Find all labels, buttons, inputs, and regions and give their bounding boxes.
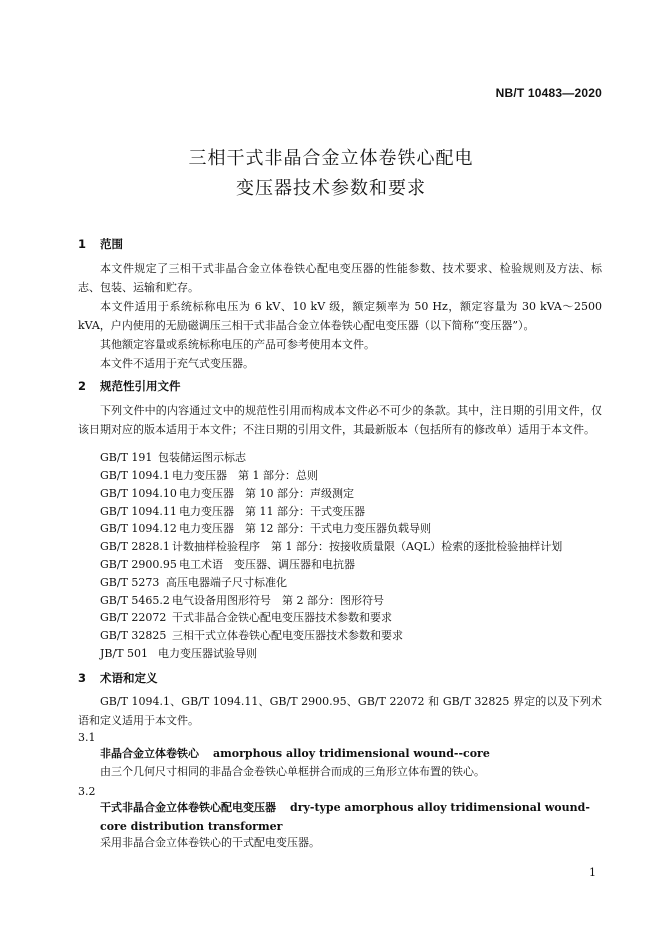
term-number: 3.2 [78, 785, 96, 798]
document-title-line2: 变压器技术参数和要求 [236, 178, 426, 199]
reference-item: GB/T 2900.95 电工术语 变压器、调压器和电抗器 [100, 558, 355, 571]
section-3-title: 术语和定义 [100, 671, 158, 685]
section-1-heading [78, 236, 123, 252]
section-1-para-2: 本文件适用于系统标称电压为 6 kV、10 kV 级，额定频率为 50 Hz，额定容量为 30 kVA～2500 kVA，户内使用的无励磁调压三相干式非晶合金立体卷铁心配电变压器（以下简称“变压器”）。 [78, 300, 602, 332]
section-2-number: 2 [78, 379, 87, 393]
reference-item: GB/T 22072 干式非晶合金铁心配电变压器技术参数和要求 [100, 611, 392, 624]
reference-item: GB/T 1094.11 电力变压器 第 11 部分：干式变压器 [100, 505, 365, 518]
reference-item: GB/T 1094.12 电力变压器 第 12 部分：干式电力变压器负载导则 [100, 522, 431, 535]
reference-item: GB/T 5273 高压电器端子尺寸标准化 [100, 576, 287, 589]
section-3-number: 3 [78, 671, 87, 685]
term-definition: 采用非晶合金立体卷铁心的干式配电变压器。 [100, 836, 320, 849]
term-number: 3.1 [78, 731, 96, 744]
reference-item: JB/T 501 电力变压器试验导则 [100, 647, 257, 660]
term-definition: 由三个几何尺寸相同的非晶合金卷铁心单框拼合而成的三角形立体布置的铁心。 [100, 765, 485, 778]
reference-item: GB/T 1094.10 电力变压器 第 10 部分：声级测定 [100, 487, 354, 500]
reference-item: GB/T 191 包装储运图示标志 [100, 451, 246, 464]
section-2-title: 规范性引用文件 [100, 379, 181, 393]
reference-item: GB/T 5465.2 电气设备用图形符号 第 2 部分：图形符号 [100, 594, 384, 607]
term-heading [100, 744, 602, 763]
section-3-intro: GB/T 1094.1、GB/T 1094.11、GB/T 2900.95、GB/T 22072 和 GB/T 32825 界定的以及下列术语和定义适用于本文件。 [78, 695, 602, 727]
term-english: amorphous alloy tridimensional wound--core [213, 747, 490, 760]
term-chinese: 干式非晶合金立体卷铁心配电变压器 [100, 801, 276, 814]
section-1-para-4: 本文件不适用于充气式变压器。 [100, 357, 254, 370]
section-1-number: 1 [78, 237, 87, 251]
standard-code: NB/T 10483—2020 [495, 86, 602, 100]
reference-item: GB/T 2828.1 计数抽样检验程序 第 1 部分：按接收质量限（AQL）检索的逐批检验抽样计划 [100, 540, 563, 553]
section-2-intro: 下列文件中的内容通过文中的规范性引用而构成本文件必不可少的条款。其中，注日期的引用文件，仅该日期对应的版本适用于本文件；不注日期的引用文件，其最新版本（包括所有的修改单）适用于本文件。 [78, 404, 602, 436]
section-1-title: 范围 [100, 237, 123, 251]
term-english: dry-type amorphous alloy tridimensional wound-core distribution transformer [100, 801, 590, 833]
section-1-para-3: 其他额定容量或系统标称电压的产品可参考使用本文件。 [100, 338, 375, 351]
page-number: 1 [589, 866, 596, 879]
document-title-line1: 三相干式非晶合金立体卷铁心配电 [188, 148, 474, 169]
reference-item: GB/T 32825 三相干式立体卷铁心配电变压器技术参数和要求 [100, 629, 403, 642]
term-heading [100, 798, 602, 836]
section-1-para-1: 本文件规定了三相干式非晶合金立体卷铁心配电变压器的性能参数、技术要求、检验规则及方法、标志、包装、运输和贮存。 [78, 262, 602, 294]
section-3-heading [78, 670, 158, 686]
term-chinese: 非晶合金立体卷铁心 [100, 747, 199, 760]
section-2-heading [78, 378, 181, 394]
reference-item: GB/T 1094.1 电力变压器 第 1 部分：总则 [100, 469, 318, 482]
